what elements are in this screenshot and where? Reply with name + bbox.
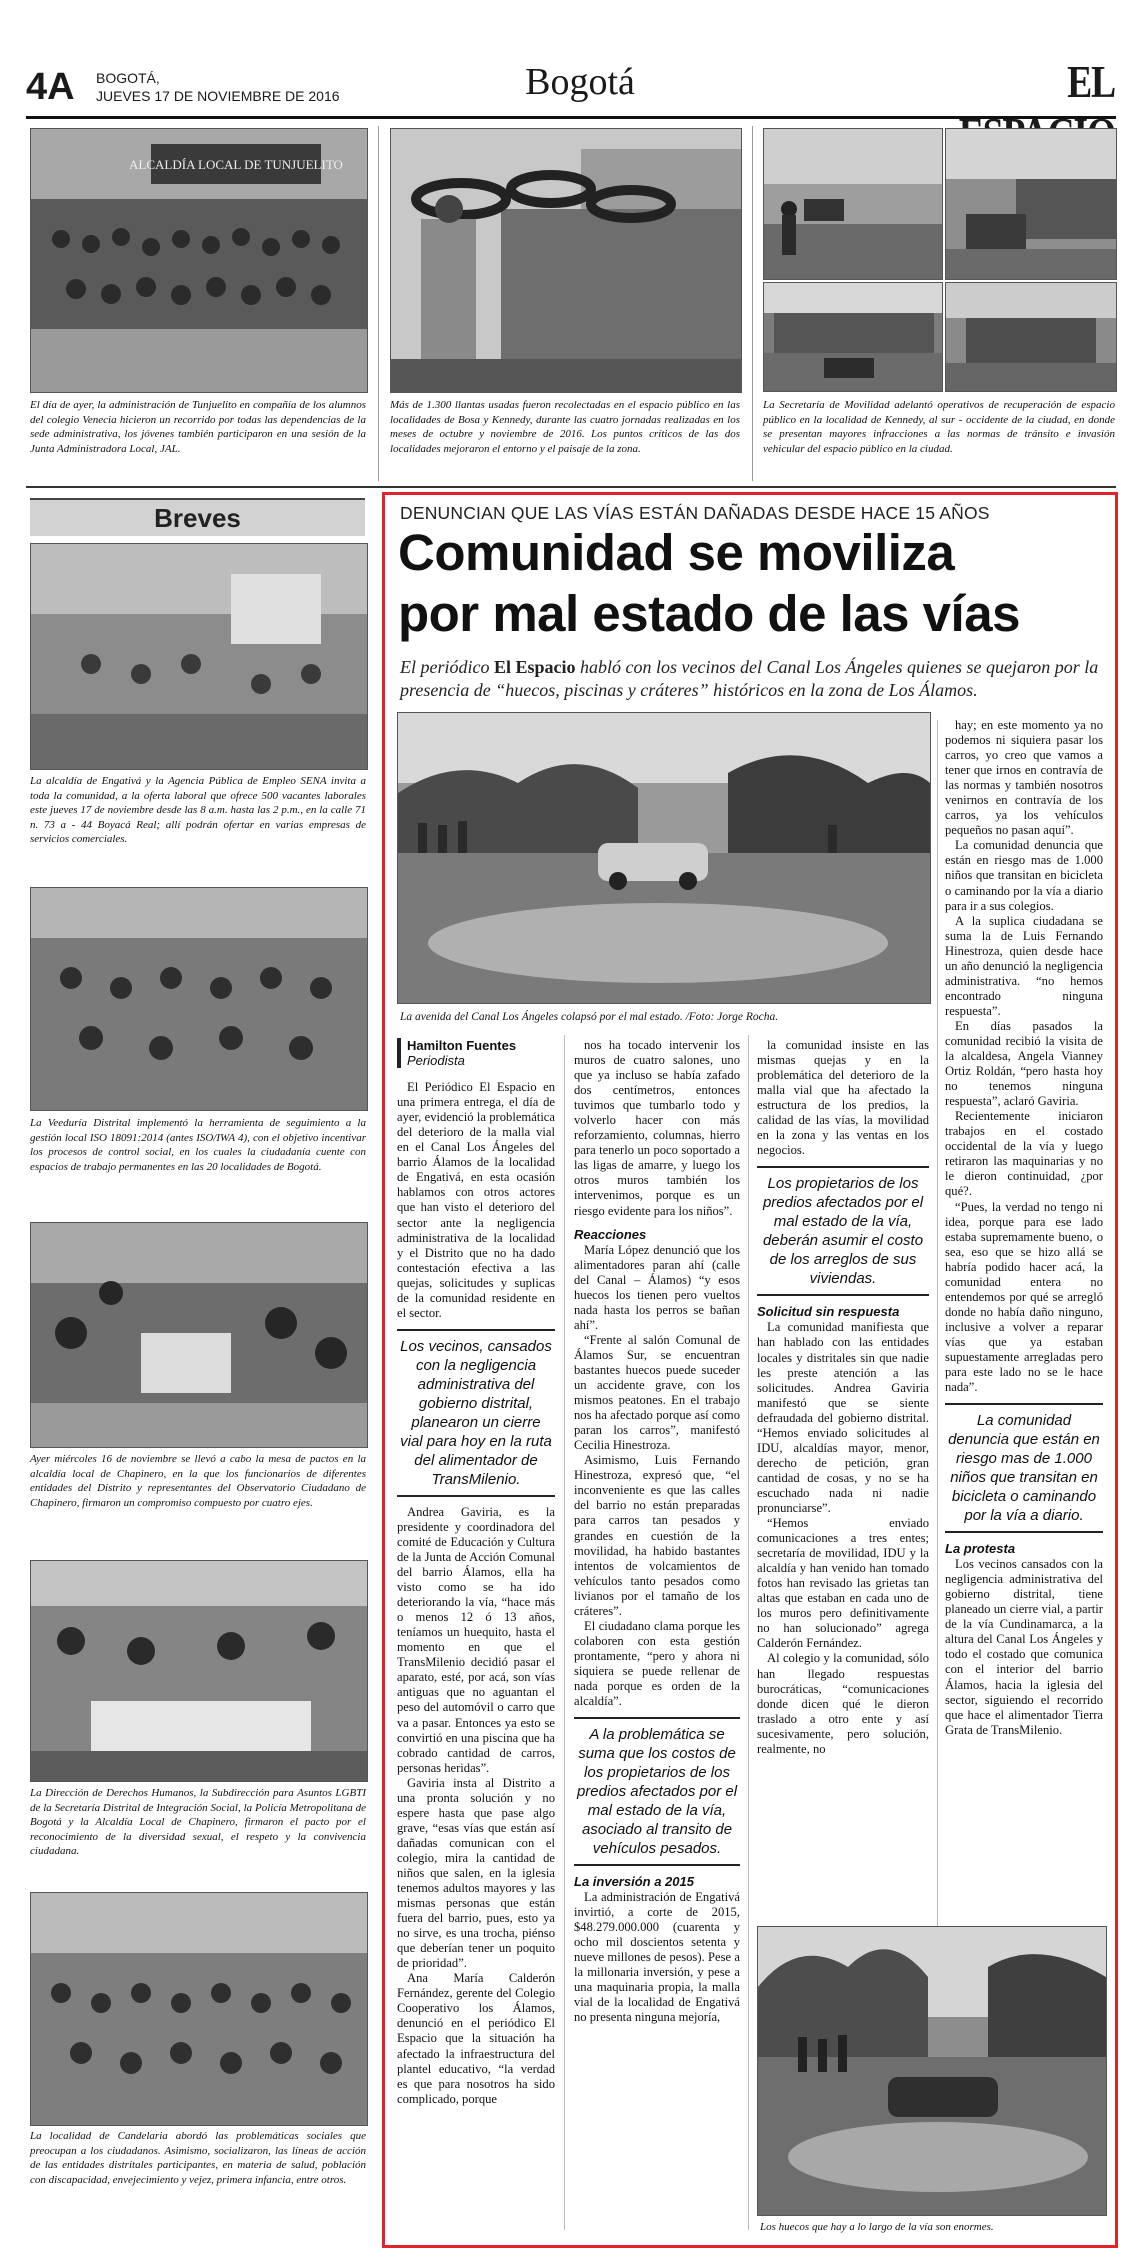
breves-title: Breves xyxy=(154,503,241,533)
author-name: Hamilton Fuentes xyxy=(407,1038,517,1053)
pull-quote: La comunidad denuncia que están en riesgo mas de 1.000 niños que transitan en bicicleta o caminando por la vía a diario. xyxy=(945,1403,1103,1533)
article-paragraph: “Pues, la verdad no tengo ni idea, porque para ese lado estaba supremamente bueno, o sea, eso que se hizo allá se habría podido hacer acá, la comunidad entera no entendemos por qué se arregló donde no había daño ninguno, inclusive a volver a reparar vías que ya estaban supuestamente arregladas pero para este lado no se le hace nada”. xyxy=(945,1199,1103,1395)
photo-traffic-operation-3 xyxy=(763,282,943,392)
building-sign-text: ALCALDÍA LOCAL DE TUNJUELITO xyxy=(129,157,343,172)
photo-tunjuelito-students xyxy=(30,128,368,393)
header-date: JUEVES 17 DE NOVIEMBRE DE 2016 xyxy=(96,88,340,104)
article-column-2 xyxy=(574,1038,740,2026)
caption-potholes: Los huecos que hay a lo largo de la vía son enormes. xyxy=(760,2221,994,2233)
article-paragraph: Gaviria insta al Distrito a una pronta solución y no espere hasta que pase algo grave, “esas vías que están así dañadas comunican con el colegio, mira la cantidad de niños que salen, en la iglesia tenemos adultos mayores y las mismas personas que están fuera del barrio, pues, esto ya no sirve, es una trocha, piénso que deberían tener un poquito de prioridad”. xyxy=(397,1775,555,1971)
lead-text: El periódico xyxy=(400,657,494,677)
article-kicker: DENUNCIAN QUE LAS VÍAS ESTÁN DAÑADAS DESDE HACE 15 AÑOS xyxy=(400,503,990,523)
article-paragraph: “Hemos enviado comunicaciones a tres entes; secretaría de movilidad, IDU y la alcaldía y han venido han tomado fotos han revisado las grietas tan altas que estaban en cada uno de los muros pero definitivamente no han solucionado” agrega Calderón Fernández. xyxy=(757,1516,929,1651)
article-paragraph: A la suplica ciudadana se suma la de Luis Fernando Hinestroza, quien desde hace un año denunció la negligencia administrativa. “no hemos encontrado ninguna respuesta”. xyxy=(945,913,1103,1018)
breves-caption-candelaria: La localidad de Candelaria abordó las problemáticas sociales que preocupan a los ciudadanos. Asimismo, socializaron, las líneas de acción de las entidades distritales participantes, en materia de salud, población con discapacidad, envejecimiento y vejez, primera infancia, entre otros. xyxy=(30,2130,366,2186)
article-paragraph: La comunidad manifiesta que han hablado con las entidades locales y distritales sin que nadie les preste atención a las solicitudes. Andrea Gaviria manifestó que se siente defraudada del gobierno distrital. “Hemos enviado solicitudes al IDU, alcaldías mayor, menor, derecho de petición, gran cantidad de cosas, y no se ha escuchado nada ni nadie pronunciarse”. xyxy=(757,1320,929,1515)
divider xyxy=(752,126,753,481)
article-paragraph: María López denunció que los alimentadores paran ahí (calle del Canal – Álamos) “y esos huecos los tienen pero vueltos nada hasta los perros se bañan ahí”. xyxy=(574,1242,740,1332)
article-paragraph: la comunidad insiste en las mismas quejas y en la problemática del deterioro de la malla vial que ha afectado la estructura de los predios, la calidad de las vías, la movilidad en la zona y las ventas en los negocios. xyxy=(757,1038,929,1158)
article-paragraph: “Frente al salón Comunal de Álamos Sur, se encuentran bastantes huecos puede suceder un accidente grave, con los mismos peatones. En el trabajo nos ha afectado porque así como paran los carros”, manifestó Cecilia Hinestroza. xyxy=(574,1332,740,1453)
column-divider xyxy=(937,720,938,1930)
author-role: Periodista xyxy=(407,1053,465,1069)
article-paragraph: Al colegio y la comunidad, sólo han llegado respuestas burocráticas, “comunicaciones donde dicen qué le dieron traslado a otro ente y así sucesivamente, pero solución, realmente, no xyxy=(757,1651,929,1756)
photo-tires-collection xyxy=(390,128,742,393)
article-paragraph: Los vecinos cansados con la negligencia administrativa del gobierno distrital, tiene planeado un cierre vial, a partir de la vía Cundinamarca, a la altura del Canal Los Ángeles y todo el costado que comunica con el interior del barrio Álamos, hacia la iglesia del sector, siguiendo el recorrido que hace el alimentador Tierra Grata de TransMilenio. xyxy=(945,1557,1103,1737)
caption-tunjuelito: El día de ayer, la administración de Tunjuelito en compañía de los alumnos del colegio Venecia hicieron un recorrido por todas las dependencias de la sede administrativa, los jóvenes también participaron en una sesión de la Junta Administradora Local, JAL. xyxy=(30,399,366,455)
article-column-4 xyxy=(945,718,1103,1738)
pull-quote: A la problemática se suma que los costos de los propietarios de los predios afectados por el mal estado de la vía, asociado al transito de vehículos pesados. xyxy=(574,1717,740,1866)
pull-quote: Los vecinos, cansados con la negligencia administrativa del gobierno distrital, planearon un cierre vial para hoy en la ruta del alimentador de TransMilenio. xyxy=(397,1329,555,1497)
article-headline-line1: Comunidad se moviliza xyxy=(398,524,955,581)
photo-traffic-operation-4 xyxy=(945,282,1117,392)
column-divider xyxy=(564,1035,565,2230)
article-paragraph: nos ha tocado intervenir los muros de cuatro salones, uno que ya incluso se había zafado dos centímetros, entonces tuvimos que tumbarlo todo y volverlo hacer con más reforzamiento, columnas, hierro para tenerlo un poco soportado a las ligas de amarre, y luego los otros muros también los intervenimos, porque es un riesgo evidente para los niños”. xyxy=(574,1038,740,1218)
section-title: Bogotá xyxy=(525,61,635,103)
column-divider xyxy=(748,1035,749,2230)
masthead-logo: EL xyxy=(1067,56,1115,107)
caption-tires: Más de 1.300 llantas usadas fueron recolectadas en el espacio público en las localidades de Bosa y Kennedy, durante las cuatro jornadas realizadas en los meses de octubre y noviembre de 2016. Los puntos críticos de las dos localidades mejoraron el entorno y el paisaje de la zona. xyxy=(390,399,740,455)
breves-photo-lgbti-pact xyxy=(30,1560,368,1782)
page-number: 4A xyxy=(26,66,75,108)
main-photo-caption: La avenida del Canal Los Ángeles colapsó por el mal estado. /Foto: Jorge Rocha. xyxy=(400,1011,779,1023)
article-paragraph: La administración de Engativá invirtió, a corte de 2015, $48.279.000.000 (cuarenta y ocho mil doscientos setenta y nueve millones de pesos). Pese a la millonaria inversión, y pese a una maquinaria propia, la malla vial de la localidad de Engativá no presenta ninguna mejoría, xyxy=(574,1890,740,2025)
section-rule xyxy=(26,486,1116,488)
article-paragraph: Ana María Calderón Fernández, gerente del Colegio Cooperativo los Álamos, denunció en el periódico El Espacio que la situación ha afectado la infraestructura del plantel educativo, “la verdad es que para nosotros ha sido complicado, porque xyxy=(397,1971,555,2106)
article-paragraph: La comunidad denuncia que están en riesgo mas de 1.000 niños que transitan en bicicleta o caminando por la vía a diario para ir a sus colegios. xyxy=(945,838,1103,913)
lead-text: habló con los vecinos del Canal Los Ángeles quienes se quejaron por la presencia de “huecos, piscinas y cráteres” históricos en la zona de Los Álamos. xyxy=(400,657,1099,700)
article-lead xyxy=(400,656,1100,702)
author-block xyxy=(397,1038,555,1068)
breves-caption-chapinero-pactos: Ayer miércoles 16 de noviembre se llevó a cabo la mesa de pactos en la alcaldía local de Chapinero, en la que los funcionarios de diferentes entidades del Distrito y representantes del Observatorio Ciudadano de Chapinero, firmaron un compromiso compuesto por cuatro ejes. xyxy=(30,1453,366,1509)
divider xyxy=(378,126,379,481)
article-paragraph: Asimismo, Luis Fernando Hinestroza, expresó que, “el inconveniente es que las calles del barrio no están preparadas para carros tan pesados y grandes en cuestión de la movilidad, ha habido bastantes intentos de volcamientos de vehículos tanto pesados como livianos por el tamaño de los cráteres”. xyxy=(574,1453,740,1618)
photo-traffic-operation-2 xyxy=(945,128,1117,280)
article-paragraph: hay; en este momento ya no podemos ni siquiera pasar los carros, yo creo que vamos a tener que irnos en contravía de las normas y también nosotros venirnos en contravía de los carros, ya los vehículos pequeños no pasan aquí”. xyxy=(945,718,1103,838)
breves-photo-candelaria xyxy=(30,1892,368,2126)
article-paragraph: Andrea Gaviria, es la presidente y coordinadora del comité de Educación y Cultura de la Junta de Acción Comunal del barrio Álamos, ella ha visto como se ha ido deteriorando la vía, “hace más o menos 12 ó 13 años, teníamos un huequito, hasta el momento en que el TransMilenio decidió pasar el aparato, esté, por acá, son vías antiguas que no aguantan el peso del automóvil o carro que va a pasar. Entonces ya esto se convirtió en una piscina que ha cobrado cantidad de carros, personas heridas”. xyxy=(397,1504,555,1775)
caption-movilidad: La Secretaría de Movilidad adelantó operativos de recuperación de espacio público en la localidad de Kennedy, al sur - occidente de la ciudad, en donde se presentan mayores infracciones a las normas de tránsito e invasión vehicular del espacio público en la ciudad. xyxy=(763,399,1115,455)
breves-caption-employment: La alcaldía de Engativá y la Agencia Pública de Empleo SENA invita a toda la comunidad, a la oferta laboral que ofrece 500 vacantes laborales este jueves 17 de noviembre desde las 8 a.m. hasta las 2 p.m., en la calle 71 n. 73 a - 44 Boyacá Real; allí podrán ofertar en varias empresas de servicios comerciales. xyxy=(30,775,366,846)
pull-quote: Los propietarios de los predios afectados por el mal estado de la vía, deberán asumir el costo de los arreglos de sus viviendas. xyxy=(757,1166,929,1296)
article-paragraph: El Periódico El Espacio en una primera entrega, el día de ayer, evidenció la problemática del deterioro de la malla vial en el Canal Los Ángeles del barrio Álamos de la localidad de Engativá, en esta ocasión hablamos con otros actores que han visto el deterioro del sector ante la negligencia administrativa de la localidad y el Distrito que no ha dado contestación efectiva a las quejas, solicitudes y suplicas de la comunidad residente en el sector. xyxy=(397,1080,555,1320)
article-paragraph: En días pasados la comunidad recibió la visita de la alcaldesa, Angela Vianney Ortiz Roldán, “pero hasta hoy no tenemos ninguna respuesta”, aclaró Gaviria. xyxy=(945,1018,1103,1109)
photo-potholes xyxy=(757,1926,1107,2216)
article-paragraph: Recientemente iniciaron trabajos en el costado occidental de la vía y luego retiraron las maquinarias y no le dieron continuidad, ¿por qué?. xyxy=(945,1109,1103,1199)
breves-caption-lgbti-pact: La Dirección de Derechos Humanos, la Subdirección para Asuntos LGBTI de la Secretaría Distrital de Integración Social, la Policía Metropolitana de Bogotá y la Alcaldía Local de Chapinero, firmaron el pacto por el reconocimiento de la diversidad sexual, el respeto y la convivencia ciudadana. xyxy=(30,1787,366,1858)
breves-photo-employment xyxy=(30,543,368,770)
subhead-inversion: La inversión a 2015 xyxy=(574,1874,694,1890)
header-rule xyxy=(26,116,1116,119)
article-column-3 xyxy=(757,1038,929,1757)
subhead-solicitud: Solicitud sin respuesta xyxy=(757,1304,900,1320)
breves-photo-chapinero-pactos xyxy=(30,1222,368,1448)
article-headline-line2: por mal estado de las vías xyxy=(398,585,1020,642)
subhead-protesta: La protesta xyxy=(945,1541,1016,1557)
article-paragraph: El ciudadano clama porque les colaboren con esta gestión prontamente, “pero y ahora ni siquiera se puede rellenar de nada porque es orden de la alcaldía”. xyxy=(574,1618,740,1709)
lead-newspaper-name: El Espacio xyxy=(493,657,576,677)
header-city: BOGOTÁ, xyxy=(96,70,160,86)
breves-caption-veeduria: La Veeduría Distrital implementó la herramienta de seguimiento a la gestión local ISO 18091:2014 (antes ISO/IWA 4), con el objetivo incentivar los procesos de control social, en los cuales la ciudadanía cuente con espacios de trabajo permanentes en las 20 localidades de Bogotá. xyxy=(30,1117,366,1173)
photo-traffic-operation-1 xyxy=(763,128,943,280)
breves-photo-veeduria xyxy=(30,887,368,1111)
main-photo-canal-los-angeles xyxy=(397,712,931,1004)
subhead-reacciones: Reacciones xyxy=(574,1226,647,1242)
article-column-1 xyxy=(397,1038,555,2107)
breves-banner xyxy=(30,498,365,536)
